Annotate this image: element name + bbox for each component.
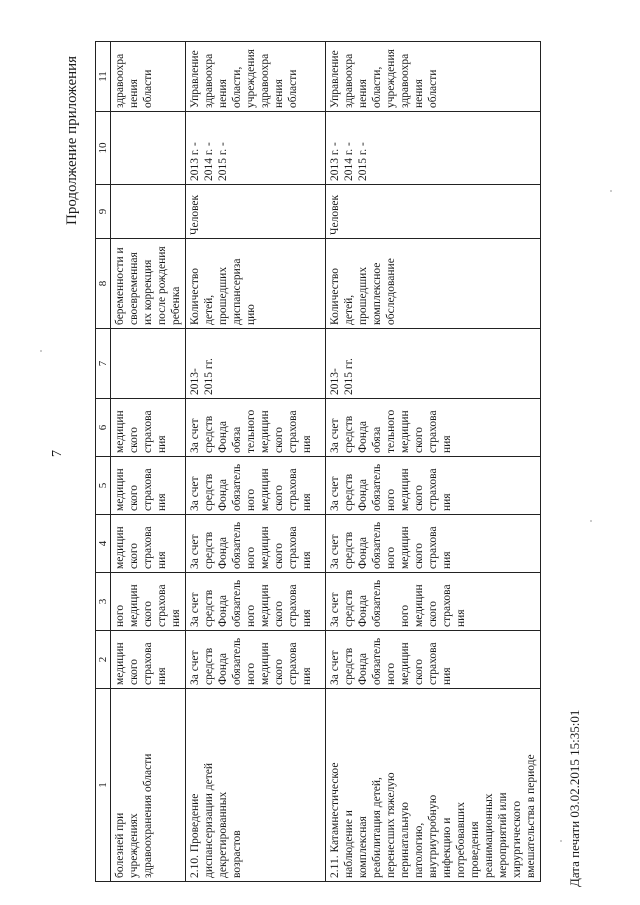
indicator-cell: Количество детей, прошедших комплексное обследование (326, 239, 541, 329)
funding-cell: За счет средств Фонда обязатель ного медицин ского страхова ния (326, 515, 541, 573)
funding-cell: медицин ского страхова ния (111, 457, 186, 515)
indicator-cell: Количество детей, прошедших диспансериза цию (186, 239, 326, 329)
target-values-cell: 2013 г. - 2014 г. - 2015 г. - (326, 112, 541, 185)
print-date: Дата печати 03.02.2015 15:35:01 (567, 709, 582, 887)
continuation-title: Продолжение приложения (64, 55, 80, 225)
column-number: 11 (96, 42, 111, 112)
period-cell: 2013- 2015 гг. (186, 329, 326, 399)
column-number-row (96, 42, 111, 882)
unit-cell: Человек (186, 185, 326, 239)
funding-cell: медицин ского страхова ния (111, 631, 186, 689)
responsible-cell: Управление здравоохра нения области, учреждения здравоохра нения области (186, 42, 326, 112)
table-row (186, 42, 326, 882)
table-row (111, 42, 186, 882)
funding-cell: За счет средств Фонда обязатель ного медицин ского страхова ния (186, 631, 326, 689)
unit-cell (111, 185, 186, 239)
scan-speck (590, 520, 592, 522)
column-number: 3 (96, 573, 111, 631)
column-number: 8 (96, 239, 111, 329)
scan-speck (40, 350, 42, 352)
program-table (95, 41, 541, 882)
period-cell (111, 329, 186, 399)
scan-speck (610, 190, 612, 192)
funding-cell: медицин ского страхова ния (111, 515, 186, 573)
table-row (326, 42, 541, 882)
measure-name-cell: 2.10. Проведение диспансеризации детей декретированных возрастов (186, 689, 326, 882)
page-number: 7 (50, 450, 65, 457)
funding-cell: За счет средств Фонда обязатель ного медицин ского страхова ния (326, 457, 541, 515)
funding-cell: За счет средств Фонда обяза тельного медицин ского страхова ния (186, 399, 326, 457)
unit-cell: Человек (326, 185, 541, 239)
column-number: 9 (96, 185, 111, 239)
measure-name-cell: 2.11. Катамнестическое наблюдение и комплексная реабилитация детей, перенесших тяжелую перинатальную патологию, внутриутробную инфекцию и потребовавших проведения реанимационных мероприятий или хирургического вмешательства в периоде (326, 689, 541, 882)
funding-cell: За счет средств Фонда обязатель ного медицин ского страхова ния (186, 573, 326, 631)
funding-cell: За счет средств Фонда обязатель ного медицин ского страхова ния (326, 573, 541, 631)
column-number: 5 (96, 457, 111, 515)
scan-speck (560, 840, 562, 842)
column-number: 2 (96, 631, 111, 689)
indicator-cell: беременности и своевременная их коррекция после рождения ребенка (111, 239, 186, 329)
funding-cell: ного медицин ского страхова ния (111, 573, 186, 631)
funding-cell: За счет средств Фонда обязатель ного медицин ского страхова ния (186, 457, 326, 515)
funding-cell: медицин ского страхова ния (111, 399, 186, 457)
responsible-cell: Управление здравоохра нения области, учреждения здравоохра нения области (326, 42, 541, 112)
funding-cell: За счет средств Фонда обязатель ного медицин ского страхова ния (186, 515, 326, 573)
target-values-cell (111, 112, 186, 185)
funding-cell: За счет средств Фонда обяза тельного медицин ского страхова ния (326, 399, 541, 457)
target-values-cell: 2013 г. - 2014 г. - 2015 г. - (186, 112, 326, 185)
column-number: 6 (96, 399, 111, 457)
column-number: 7 (96, 329, 111, 399)
measure-name-cell: болезней при учреждениях здравоохранения области (111, 689, 186, 882)
column-number: 10 (96, 112, 111, 185)
period-cell: 2013- 2015 гг. (326, 329, 541, 399)
column-number: 1 (96, 689, 111, 882)
responsible-cell: здравоохра нения области (111, 42, 186, 112)
column-number: 4 (96, 515, 111, 573)
funding-cell: За счет средств Фонда обязатель ного медицин ского страхова ния (326, 631, 541, 689)
